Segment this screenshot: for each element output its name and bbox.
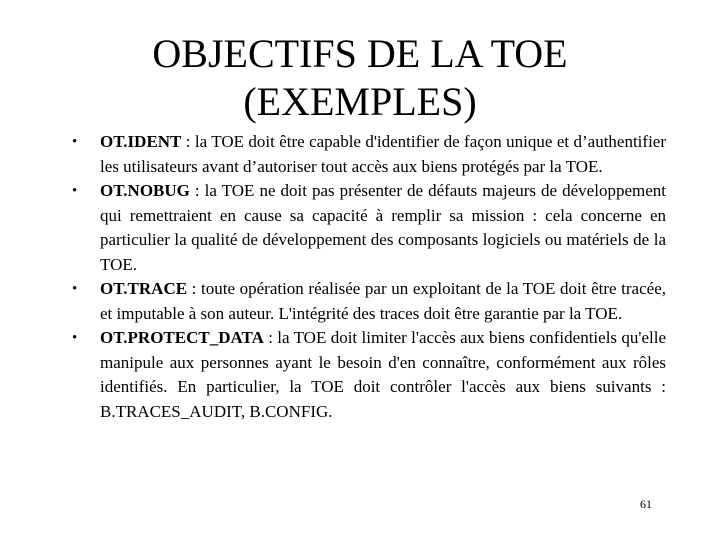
slide-title: [0, 30, 720, 126]
bullet-text: : la TOE ne doit pas présenter de défauts majeurs de développement qui remettraient en cause sa capacité à remplir sa mission : cela concerne en particulier la qualité de développement des composants logiciels ou matériels de la TOE.: [100, 181, 666, 274]
bullet-icon: •: [72, 134, 78, 150]
bullet-icon: •: [72, 183, 78, 199]
page-number: 61: [640, 497, 652, 511]
bullet-text: : toute opération réalisée par un exploitant de la TOE doit être tracée, et imputable à son auteur. L'intégrité des traces doit être garantie par la TOE.: [100, 279, 666, 323]
bullet-item-ot-protect-data: [72, 326, 666, 424]
bullet-term: OT.IDENT: [100, 132, 182, 151]
bullet-icon: •: [72, 281, 78, 297]
slide-title-line-2: (EXEMPLES): [243, 79, 477, 124]
bullet-item-ot-nobug: [72, 179, 666, 277]
bullet-item-ot-ident: [72, 130, 666, 179]
bullet-icon: •: [72, 330, 78, 346]
bullet-term: OT.NOBUG: [100, 181, 190, 200]
bullet-term: OT.TRACE: [100, 279, 188, 298]
bullet-text: : la TOE doit être capable d'identifier de façon unique et d’authentifier les utilisateurs avant d’autoriser tout accès aux biens protégés par la TOE.: [100, 132, 666, 176]
bullet-term: OT.PROTECT_DATA: [100, 328, 264, 347]
bullet-text: : la TOE doit limiter l'accès aux biens confidentiels qu'elle manipule aux personnes ayant le besoin d'en connaître, conformément aux rôles identifiés. En particulier, la TOE doit contrôler l'accès aux biens suivants : B.TRACES_AUDIT, B.CONFIG.: [100, 328, 666, 421]
bullet-list: [72, 130, 666, 424]
slide-title-line-1: OBJECTIFS DE LA TOE: [152, 31, 568, 76]
bullet-item-ot-trace: [72, 277, 666, 326]
